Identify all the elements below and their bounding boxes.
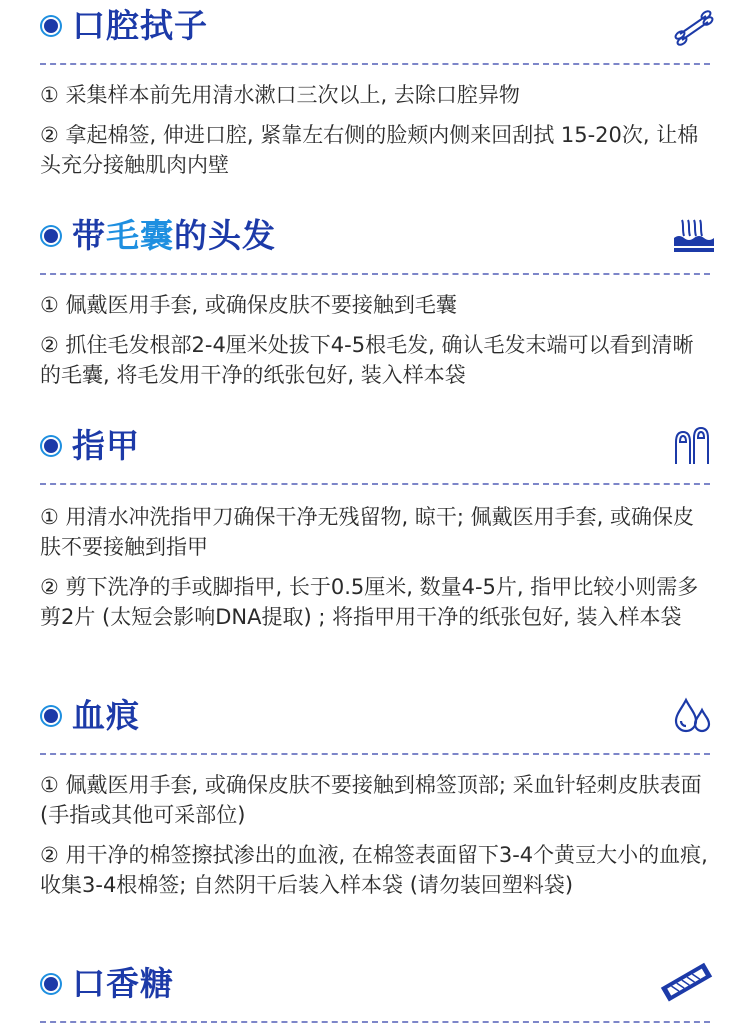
- step-1: ① 佩戴医用手套, 或确保皮肤不要接触到毛囊: [40, 293, 457, 317]
- hair-follicle-icon: [672, 214, 714, 256]
- fingernail-icon: [672, 424, 714, 466]
- step-1: ① 佩戴医用手套, 或确保皮肤不要接触到棉签顶部; 采血针轻刺皮肤表面 (手指或其他可采部位): [40, 773, 702, 827]
- bullet-dot-icon: [40, 435, 62, 457]
- dashed-divider: [40, 273, 710, 275]
- section-title: [72, 210, 276, 262]
- bullet-dot-icon: [40, 973, 62, 995]
- section-header: [0, 958, 750, 1014]
- blood-drop-icon: [672, 694, 714, 736]
- section-title: 口腔拭子: [72, 6, 208, 45]
- step-2: ② 剪下洗净的手或脚指甲, 长于0.5厘米, 数量4-5片, 指甲比较小则需多剪2片 (太短会影响DNA提取) ; 将指甲用干净的纸张包好, 装入样本袋: [40, 575, 699, 629]
- title-part: 的头发: [174, 216, 276, 255]
- title-highlight: 毛囊: [106, 216, 174, 255]
- bullet-dot-icon: [40, 225, 62, 247]
- section-chewing-gum: [0, 958, 750, 1014]
- section-header: [0, 420, 750, 476]
- section-header: [0, 690, 750, 746]
- step-2: ② 用干净的棉签擦拭渗出的血液, 在棉签表面留下3-4个黄豆大小的血痕, 收集3-4根棉签; 自然阴干后装入样本袋 (请勿装回塑料袋): [40, 843, 708, 897]
- step-1: ① 采集样本前先用清水漱口三次以上, 去除口腔异物: [40, 83, 520, 107]
- dashed-divider: [40, 63, 710, 65]
- step-2: ② 抓住毛发根部2-4厘米处拔下4-5根毛发, 确认毛发末端可以看到清晰的毛囊, 将毛发用干净的纸张包好, 装入样本袋: [40, 333, 694, 387]
- section-header: [0, 210, 750, 266]
- dashed-divider: [40, 753, 710, 755]
- bullet-dot-icon: [40, 705, 62, 727]
- bullet-dot-icon: [40, 15, 62, 37]
- step-1: ① 用清水冲洗指甲刀确保干净无残留物, 晾干; 佩戴医用手套, 或确保皮肤不要接触到指甲: [40, 505, 694, 559]
- chewing-gum-icon: [660, 962, 714, 1004]
- section-title: 口香糖: [72, 964, 174, 1003]
- section-bloodstain: [0, 690, 750, 897]
- section-title: 血痕: [72, 696, 140, 735]
- title-part: 带: [72, 216, 106, 255]
- cotton-swab-icon: [672, 4, 714, 46]
- dashed-divider: [40, 1021, 710, 1023]
- step-2: ② 拿起棉签, 伸进口腔, 紧靠左右侧的脸颊内侧来回刮拭 15-20次, 让棉头充分接触肌肉内壁: [40, 123, 699, 177]
- section-hair-follicle: [0, 210, 750, 387]
- section-oral-swab: [0, 0, 750, 177]
- dashed-divider: [40, 483, 710, 485]
- section-fingernail: [0, 420, 750, 629]
- section-title: 指甲: [72, 426, 140, 465]
- section-header: [0, 0, 750, 56]
